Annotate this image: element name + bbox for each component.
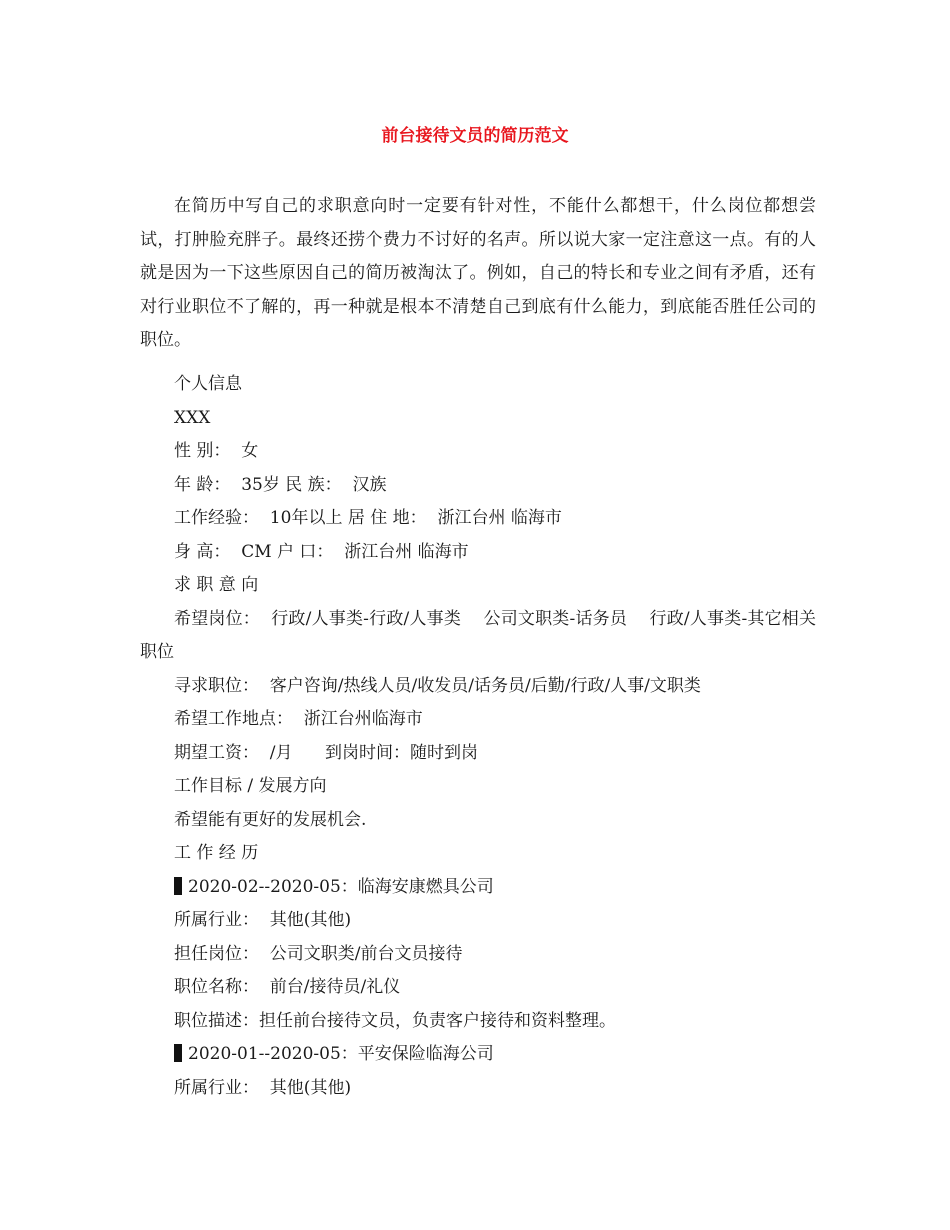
section-heading-work-history: 工 作 经 历 xyxy=(174,843,259,863)
section-heading-personal-info: 个人信息 xyxy=(174,374,242,394)
info-height-hukou: 身 高： CM 户 口： 浙江台州 临海市 xyxy=(174,541,469,562)
job-entry-1-position: 职位名称： 前台/接待员/礼仪 xyxy=(174,977,401,997)
job-entry-1-industry: 所属行业： 其他(其他) xyxy=(174,910,352,930)
info-gender: 性 别： 女 xyxy=(174,441,259,461)
resume-body xyxy=(140,368,816,1105)
intro-paragraph: 在简历中写自己的求职意向时一定要有针对性，不能什么都想干，什么岗位都想尝试，打肿脸充胖子。最终还捞个费力不讨好的名声。所以说大家一定注意这一点。有的人就是因为一下这些原因自己的简历被淘汰了。例如，自己的特长和专业之间有矛盾，还有对行业职位不了解的，再一种就是根本不清楚自己到底有什么能力，到底能否胜任公司的职位。 xyxy=(140,196,816,350)
applicant-name: XXX xyxy=(174,407,211,428)
job-entry-1-description: 职位描述：担任前台接待文员，负责客户接待和资料整理。 xyxy=(174,1010,616,1031)
job-entry-2-industry: 所属行业： 其他(其他) xyxy=(174,1077,352,1098)
bullet-block-icon xyxy=(174,877,182,895)
job-entry-2-header xyxy=(140,1038,816,1072)
goal-text: 希望能有更好的发展机会. xyxy=(174,809,367,830)
desired-location: 希望工作地点： 浙江台州临海市 xyxy=(174,709,423,729)
job-entry-1-header xyxy=(140,871,816,905)
job-entry-1-role: 担任岗位： 公司文职类/前台文员接待 xyxy=(174,943,463,964)
info-experience-residence: 工作经验： 10年以上 居 住 地： 浙江台州 临海市 xyxy=(174,508,562,528)
section-heading-job-intent: 求 职 意 向 xyxy=(174,575,259,595)
bullet-block-icon xyxy=(174,1044,182,1062)
info-age-ethnicity: 年 龄： 35岁 民 族： 汉族 xyxy=(174,474,387,495)
section-heading-goal: 工作目标 / 发展方向 xyxy=(174,776,327,796)
sought-positions: 寻求职位： 客户咨询/热线人员/收发员/话务员/后勤/行政/人事/文职类 xyxy=(174,675,701,696)
job-entry-1-title: 2020-02--2020-05：临海安康燃具公司 xyxy=(188,876,494,897)
expected-salary: 期望工资： /月 到岗时间：随时到岗 xyxy=(174,742,478,763)
job-entry-2-title: 2020-01--2020-05：平安保险临海公司 xyxy=(188,1044,494,1064)
document-title: 前台接待文员的简历范文 xyxy=(381,126,569,146)
desired-positions: 希望岗位： 行政/人事类-行政/人事类 公司文职类-话务员 行政/人事类-其它相关职位 xyxy=(140,608,816,662)
